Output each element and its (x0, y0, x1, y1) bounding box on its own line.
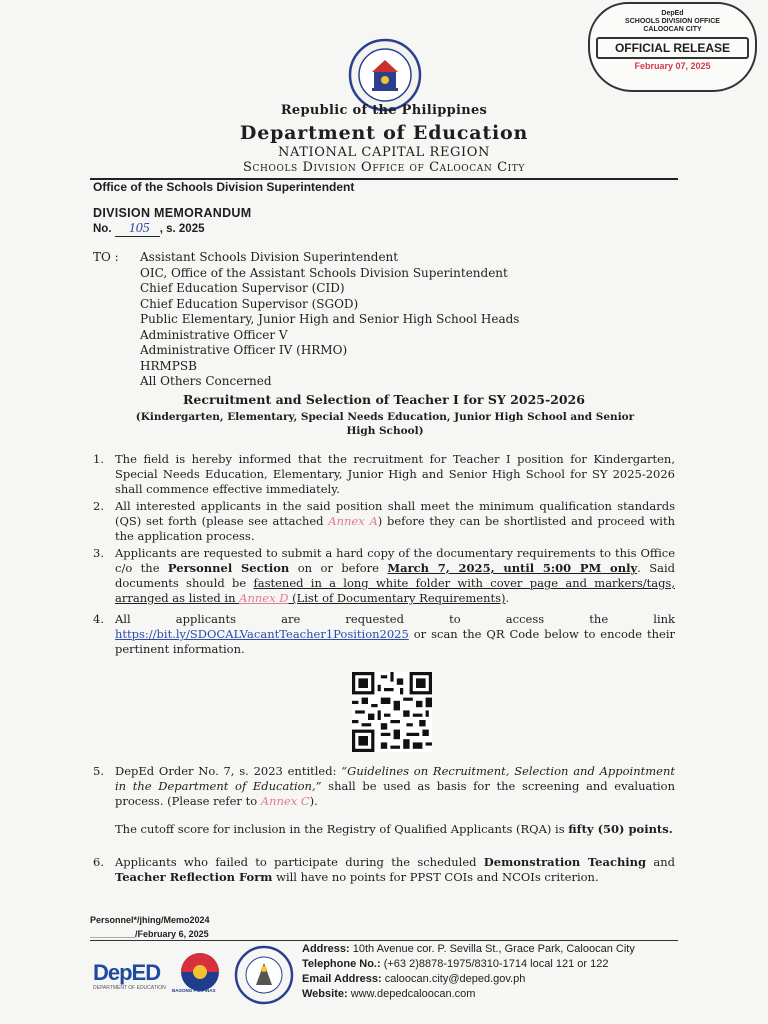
official-release-stamp (588, 2, 757, 92)
contact-block (302, 942, 635, 1002)
item-number: 5. (93, 764, 104, 778)
deped-seal-icon (348, 38, 422, 112)
personnel-section: Personnel Section (167, 561, 290, 575)
item-5 (93, 764, 675, 837)
address-label: Address: (302, 943, 350, 955)
recipient-item: Administrative Officer IV (HRMO) (140, 343, 348, 357)
item-text-part: All interested applicants in the said position shall meet the minimum qualification standards (QS) set forth (please see attached (115, 499, 675, 528)
recipient-item: Administrative Officer V (140, 327, 288, 342)
item-text-part: Applicants who failed to participate during the scheduled (115, 855, 484, 869)
annex-d-ref: Annex D (239, 591, 289, 605)
item-1 (93, 452, 675, 497)
cutoff-text: The cutoff score for inclusion in the Registry of Qualified Applicants (RQA) is (115, 822, 569, 836)
item-text (115, 499, 675, 544)
email-label: Email Address: (302, 973, 382, 985)
website-value[interactable]: www.depedcaloocan.com (347, 988, 476, 1000)
item-text-part: and (646, 855, 675, 869)
cutoff-score: fifty (50) points. (568, 822, 673, 836)
folder-instruction: fastened in a long white folder with cover page and markers/tags, arranged as listed in (115, 576, 675, 605)
stamp-release-label: OFFICIAL RELEASE (596, 37, 749, 59)
reference-line1: Personnel*/jhing/Memo2024 (90, 915, 210, 925)
phone-value: (+63 2)8878-1975/8310-1714 local 121 or 122 (380, 958, 609, 970)
deadline: March 7, 2025, until 5:00 PM only (387, 561, 638, 575)
item-text-part: will have no points for PPST COIs and NCOIs criterion. (272, 870, 599, 884)
stamp-line2: SCHOOLS DIVISION OFFICE (625, 18, 720, 25)
recipient-item: Public Elementary, Junior High and Senior High School Heads (140, 312, 520, 326)
item-text-part: shall be used as basis for the screening and evaluation process. (Please refer to (115, 779, 676, 808)
sdo-caloocan-seal-icon (234, 945, 294, 1005)
stamp-line3: CALOOCAN CITY (643, 26, 702, 33)
deped-logo-subtitle: DEPARTMENT OF EDUCATION (93, 985, 166, 991)
item-text-part: . Said documents should be (115, 561, 675, 590)
region-heading: NATIONAL CAPITAL REGION (277, 145, 490, 160)
memo-title: Recruitment and Selection of Teacher I for SY 2025-2026 (183, 392, 585, 407)
item-4 (93, 612, 675, 657)
annex-a-ref: Annex A (328, 514, 378, 528)
item-text-part: All applicants are requested to access the link (115, 612, 675, 626)
item-text-part: . (505, 591, 510, 605)
qr-code-icon[interactable] (352, 672, 432, 752)
item-text (115, 546, 675, 606)
bagong-pilipinas-label: BAGONG PILIPINAS (172, 988, 216, 993)
item-text-part: ). (309, 794, 318, 808)
phone-line (302, 957, 635, 972)
stamp-date: February 07, 2025 (634, 61, 711, 71)
memo-subtitle: (Kindergarten, Elementary, Special Needs Education, Junior High School and Senior High School) (135, 411, 635, 437)
phone-label: Telephone No.: (302, 958, 381, 970)
item-text-part: ) before they can be shortlisted and proceed with the application process. (115, 514, 675, 543)
item-text-part: or scan the QR Code below to encode their pertinent information. (115, 627, 675, 656)
recipient-item: All Others Concerned (140, 374, 272, 388)
stamp-line1: DepEd (661, 10, 684, 17)
item-3 (93, 546, 675, 606)
demo-teaching: Demonstration Teaching (483, 855, 647, 869)
deped-logo: DepED (93, 960, 161, 985)
item-number: 3. (93, 546, 104, 560)
recipient-item: HRMPSB (140, 358, 197, 373)
reference-line2: _________/February 6, 2025 (90, 929, 209, 939)
deped-order-title: “Guidelines on Recruitment, Selection and Appointment in the Department of Education,” (115, 764, 675, 793)
item-number: 2. (93, 499, 104, 513)
memo-no-value: 105 (115, 221, 160, 237)
email-line (302, 972, 635, 987)
application-link[interactable]: https://bit.ly/SDOCALVacantTeacher1Position2025 (115, 627, 409, 641)
cutoff-paragraph (115, 822, 675, 837)
to-label: TO : (93, 250, 119, 264)
requirements-list-ref: (List of Documentary Requirements) (288, 591, 506, 605)
address-value: 10th Avenue cor. P. Sevilla St., Grace Park, Caloocan City (349, 943, 635, 955)
item-text-part: Applicants are requested to submit a hard copy of the documentary requirements to this Office c/o the (115, 546, 675, 575)
bagong-pilipinas-logo-icon (174, 950, 226, 1002)
memo-type: DIVISION MEMORANDUM (93, 206, 252, 220)
item-text: The field is hereby informed that the recruitment for Teacher I position for Kindergarten, Special Needs Education, Elementary, Junior High and Senior High School for SY 2025-2026 shall commence effective immediately. (115, 452, 675, 496)
website-label: Website: (302, 988, 348, 1000)
address-line (302, 942, 635, 957)
item-number: 6. (93, 855, 104, 869)
item-text-part: DepEd Order No. 7, s. 2023 entitled: (115, 764, 342, 778)
item-number: 1. (93, 452, 104, 466)
item-text-part: on or before (289, 561, 388, 575)
item-2 (93, 499, 675, 544)
item-text (115, 612, 675, 657)
recipient-item: Assistant Schools Division Superintendent (140, 250, 399, 264)
memo-number (93, 221, 205, 237)
department-heading: Department of Education (239, 122, 529, 144)
office-label: Office of the Schools Division Superintendent (93, 180, 355, 194)
recipient-item: OIC, Office of the Assistant Schools Division Superintendent (140, 265, 508, 280)
footer-divider (90, 940, 678, 941)
recipient-item: Chief Education Supervisor (CID) (140, 281, 345, 295)
division-heading: Schools Division Office of Caloocan City (243, 160, 525, 175)
item-number: 4. (93, 612, 104, 626)
item-text (115, 764, 675, 809)
stamp-header (590, 10, 755, 34)
website-line (302, 987, 635, 1002)
reference-code (90, 913, 210, 941)
recipient-list (140, 250, 519, 390)
republic-heading: Republic of the Philippines (280, 103, 488, 118)
item-text (115, 855, 675, 885)
memo-series: , s. 2025 (159, 223, 205, 235)
annex-c-ref: Annex C (260, 794, 310, 808)
item-6 (93, 855, 675, 885)
email-value[interactable]: caloocan.city@deped.gov.ph (381, 973, 526, 985)
reflection-form: Teacher Reflection Form (115, 870, 273, 884)
memo-no-label: No. (93, 223, 112, 235)
recipient-item: Chief Education Supervisor (SGOD) (140, 296, 359, 311)
